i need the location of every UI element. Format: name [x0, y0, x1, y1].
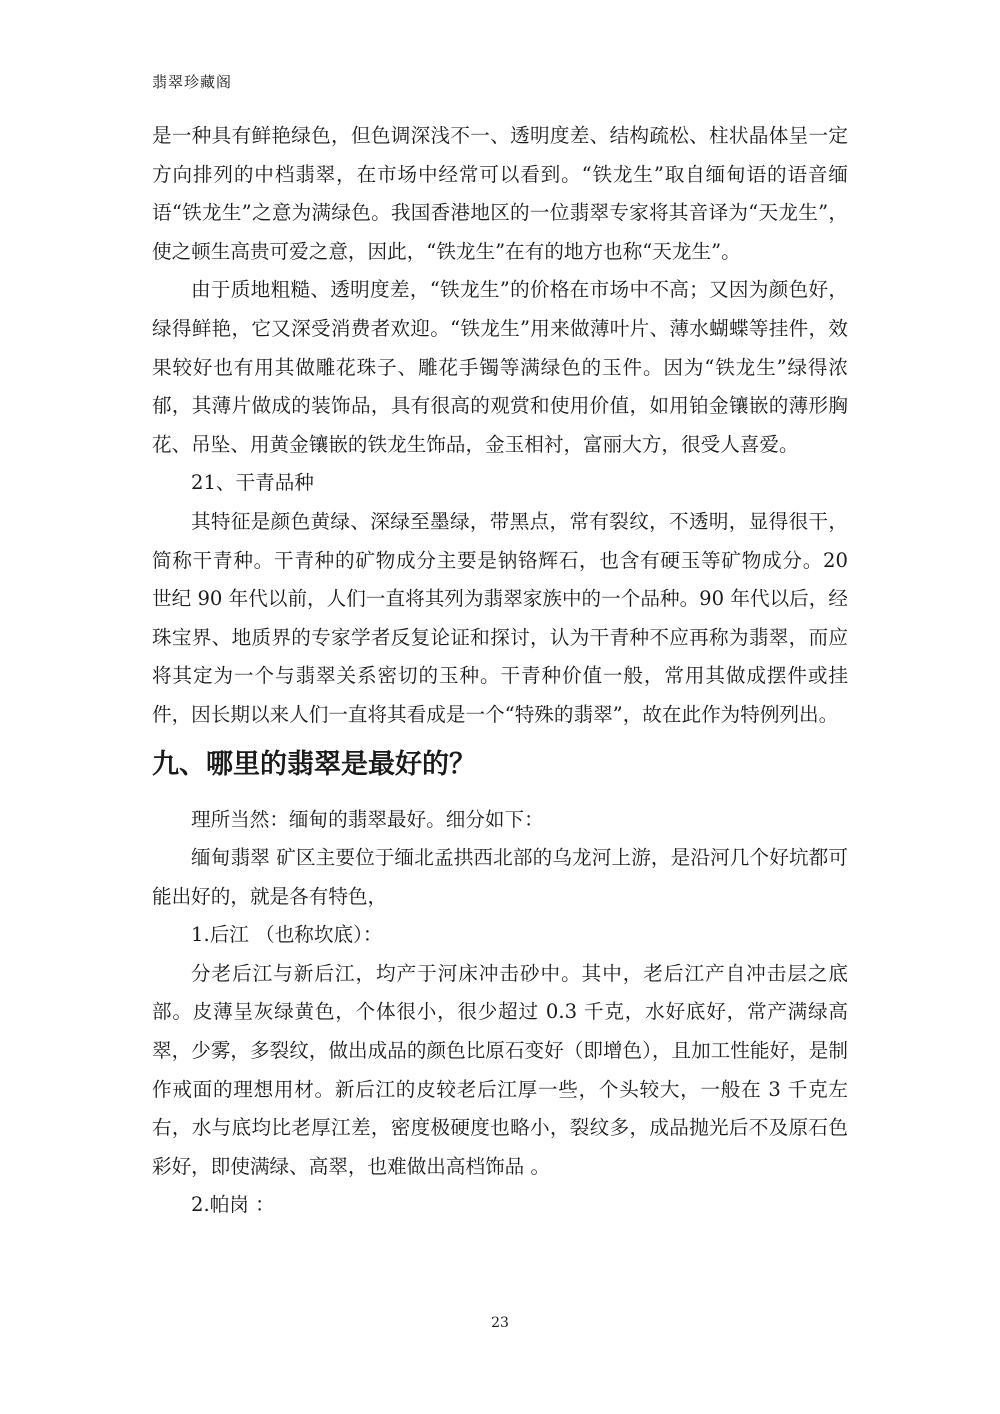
subsection-title: 2.帕岗 ：: [191, 1193, 275, 1217]
document-body: [152, 117, 848, 1225]
subsection-title: 1.后江 （也称坎底）：: [191, 923, 383, 947]
body-paragraph: 分老后江与新后江，均产于河床冲击砂中。其中，老后江产自冲击层之底部。皮薄呈灰绿黄色，个体很小，很少超过 0.3 千克，水好底好，常产满绿高翠，少雾，多裂纹，做出成品的颜色比原石变好（即增色），且加工性能好，是制作戒面的理想用材。新后江的皮较老后江厚一些，个头较大，一般在 3 千克左右，水与底均比老厚江差，密度极硬度也略小，裂纹多，成品抛光后不及原石色彩好，即使满绿、高翠，也难做出高档饰品 。: [152, 961, 848, 1178]
running-header: 翡翠珍藏阁: [152, 73, 233, 91]
body-paragraph: 由于质地粗糙、透明度差，“铁龙生”的价格在市场中不高；又因为颜色好，绿得鲜艳，它又深受消费者欢迎。“铁龙生”用来做薄叶片、薄水蝴蝶等挂件，效果较好也有用其做雕花珠子、雕花手镯等满绿色的玉件。因为“铁龙生”绿得浓郁，其薄片做成的装饰品，具有很高的观赏和使用价值，如用铂金镶嵌的薄形胸花、吊坠、用黄金镶嵌的铁龙生饰品，金玉相衬，富丽大方，很受人喜爱。: [152, 278, 848, 456]
body-paragraph: 缅甸翡翠 矿区主要位于缅北孟拱西北部的乌龙河上游，是沿河几个好坑都可能出好的，就是各有特色，: [152, 846, 848, 908]
body-paragraph: 是一种具有鲜艳绿色，但色调深浅不一、透明度差、结构疏松、柱状晶体呈一定方向排列的中档翡翠，在市场中经常可以看到。“铁龙生”取自缅甸语的语音缅语“铁龙生”之意为满绿色。我国香港地区的一位翡翠专家将其音译为“天龙生”，使之顿生高贵可爱之意，因此，“铁龙生”在有的地方也称“天龙生”。: [152, 124, 848, 263]
section-heading: 九、哪里的翡翠是最好的？: [152, 748, 476, 780]
body-paragraph: 其特征是颜色黄绿、深绿至墨绿，带黑点，常有裂纹，不透明，显得很干，简称干青种。干青种的矿物成分主要是钠铬辉石，也含有硬玉等矿物成分。20 世纪 90 年代以前，人们一直将其列为翡翠家族中的一个品种。90 年代以后，经珠宝界、地质界的专家学者反复论证和探讨，认为干青种不应再称为翡翠，而应将其定为一个与翡翠关系密切的玉种。干青种价值一般，常用其做成摆件或挂件，因长期以来人们一直将其看成是一个“特殊的翡翠”，故在此作为特例列出。: [152, 509, 848, 726]
page-number: 23: [491, 1315, 509, 1331]
body-paragraph: 理所当然：缅甸的翡翠最好。细分如下：: [191, 807, 544, 831]
subsection-title: 21、干青品种: [191, 471, 314, 495]
